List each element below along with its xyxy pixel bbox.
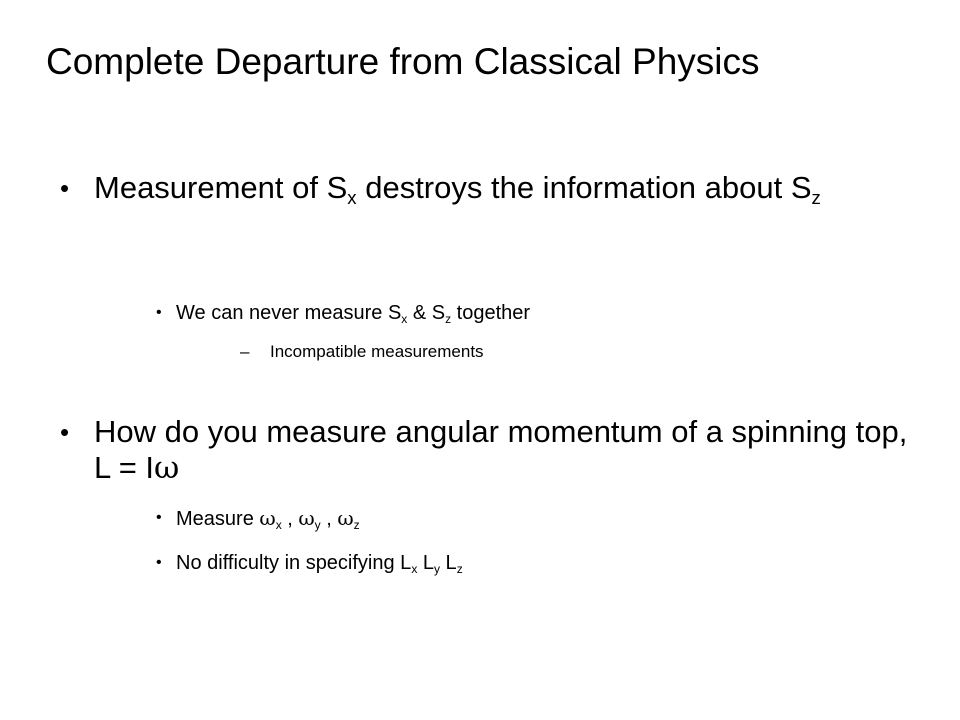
bullet-icon: • bbox=[156, 554, 162, 571]
bullet-text: How do you measure angular momentum of a spinning top, L = Iω bbox=[94, 414, 908, 486]
bullet-item-angular-momentum bbox=[60, 414, 920, 486]
bullet-text: No difficulty in specifying $L_x$ $L_y$ $L_z$ bbox=[176, 552, 463, 576]
sub-bullet-no-difficulty bbox=[156, 550, 876, 578]
bullet-icon: • bbox=[60, 417, 70, 447]
bullet-text: Measurement of $S_x$ destroys the information about $S_z$ bbox=[94, 170, 821, 208]
bullet-text: Measure $\omega_x$ , $\omega_y$ , $\omega_z$ bbox=[176, 506, 360, 532]
bullet-item-measurement bbox=[60, 170, 920, 210]
slide-title: Complete Departure from Classical Physics bbox=[46, 41, 760, 82]
bullet-icon: • bbox=[156, 509, 162, 526]
bullet-text: We can never measure $S_x$ & $S_z$ together bbox=[176, 302, 531, 326]
sub-bullet-measure-omega bbox=[156, 505, 876, 534]
sub-sub-bullet-incompatible bbox=[240, 340, 840, 364]
dash-icon: – bbox=[240, 342, 250, 361]
bullet-icon: • bbox=[156, 304, 162, 321]
bullet-text: Incompatible measurements bbox=[270, 342, 484, 361]
bullet-icon: • bbox=[60, 173, 70, 203]
sub-bullet-never-measure bbox=[156, 300, 876, 328]
